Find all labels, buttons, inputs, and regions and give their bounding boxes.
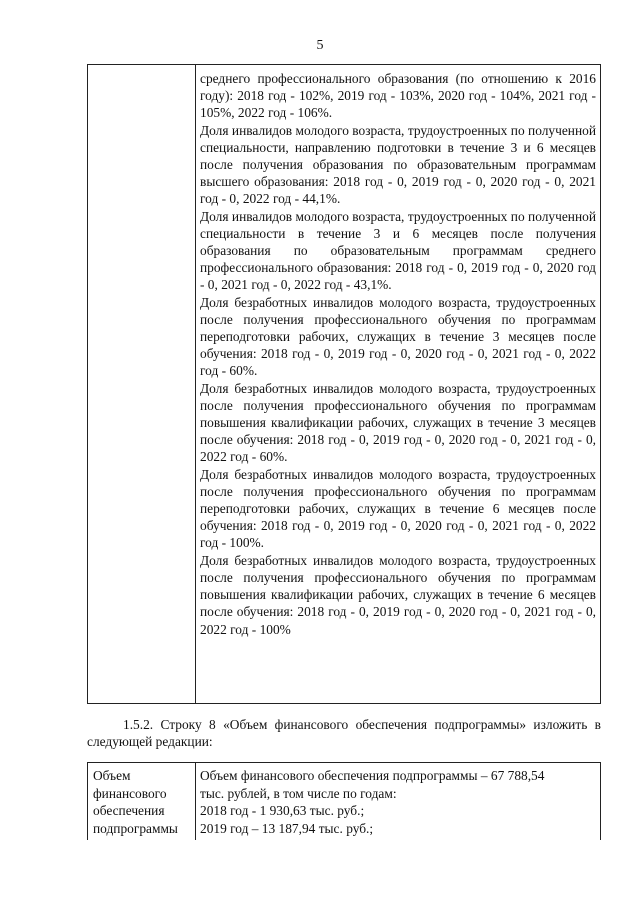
funding-value-line: тыс. рублей, в том числе по годам: xyxy=(200,785,397,801)
indicator-paragraph: Доля безработных инвалидов молодого возраста, трудоустроенных после получения профессионального обучения по программам переподготовки рабочих, служащих в течение 3 месяцев после обучения: 2018 год - 0, 2019 год - 0, 2020 год - 0, 2021 год - 0, 2022 год - 60%. xyxy=(200,294,596,379)
indicator-paragraph: среднего профессионального образования (по отношению к 2016 году): 2018 год - 102%, 2019 год - 103%, 2020 год - 104%, 2021 год - 105%, 2022 год - 106%. xyxy=(200,71,596,121)
funding-value-line: 2018 год - 1 930,63 тыс. руб.; xyxy=(200,803,365,818)
amendment-paragraph: 1.5.2. Строку 8 «Объем финансового обеспечения подпрограммы» изложить в следующей редакции: xyxy=(87,717,601,749)
indicators-cell xyxy=(200,70,596,638)
funding-label-line: Объем xyxy=(93,768,131,783)
funding-label-line: финансового xyxy=(93,785,167,801)
funding-label-line: подпрограммы xyxy=(93,820,178,836)
column-divider xyxy=(195,763,196,840)
indicators-table xyxy=(87,64,601,704)
column-divider xyxy=(195,65,196,703)
funding-table xyxy=(87,762,601,840)
indicator-paragraph: Доля безработных инвалидов молодого возраста, трудоустроенных после получения профессионального обучения по программам повышения квалификации рабочих, служащих в течение 3 месяцев после обучения: 2018 год - 0, 2019 год - 0, 2020 год - 0, 2021 год - 0, 2022 год - 60%. xyxy=(200,380,596,465)
indicator-paragraph: Доля инвалидов молодого возраста, трудоустроенных по полученной специальности в течение 3 и 6 месяцев после получения образования по образовательным программам среднего профессионального образования: 2018 год - 0, 2019 год - 0, 2020 год - 0, 2021 год - 0, 2022 год - 43,1%. xyxy=(200,208,596,293)
indicator-paragraph: Доля инвалидов молодого возраста, трудоустроенных по полученной специальности, направлению подготовки в течение 3 и 6 месяцев после получения образования по образовательным программам высшего образования: 2018 год - 0, 2019 год - 0, 2020 год - 0, 2021 год - 0, 2022 год - 44,1%. xyxy=(200,122,596,207)
funding-value-line: Объем финансового обеспечения подпрограммы – 67 788,54 xyxy=(200,768,545,783)
indicator-paragraph: Доля безработных инвалидов молодого возраста, трудоустроенных после получения профессионального обучения по программам переподготовки рабочих, служащих в течение 6 месяцев после обучения: 2018 год - 0, 2019 год - 0, 2020 год - 0, 2021 год - 0, 2022 год - 100%. xyxy=(200,466,596,551)
funding-value-cell xyxy=(200,767,596,837)
funding-value-line: 2019 год – 13 187,94 тыс. руб.; xyxy=(200,820,374,836)
page-number: 5 xyxy=(316,38,324,53)
funding-label-line: обеспечения xyxy=(93,803,165,818)
indicator-paragraph: Доля безработных инвалидов молодого возраста, трудоустроенных после получения профессионального обучения по программам повышения квалификации рабочих, служащих в течение 6 месяцев после обучения: 2018 год - 0, 2019 год - 0, 2020 год - 0, 2021 год - 0, 2022 год - 100% xyxy=(200,552,596,637)
funding-label-cell xyxy=(93,767,193,837)
